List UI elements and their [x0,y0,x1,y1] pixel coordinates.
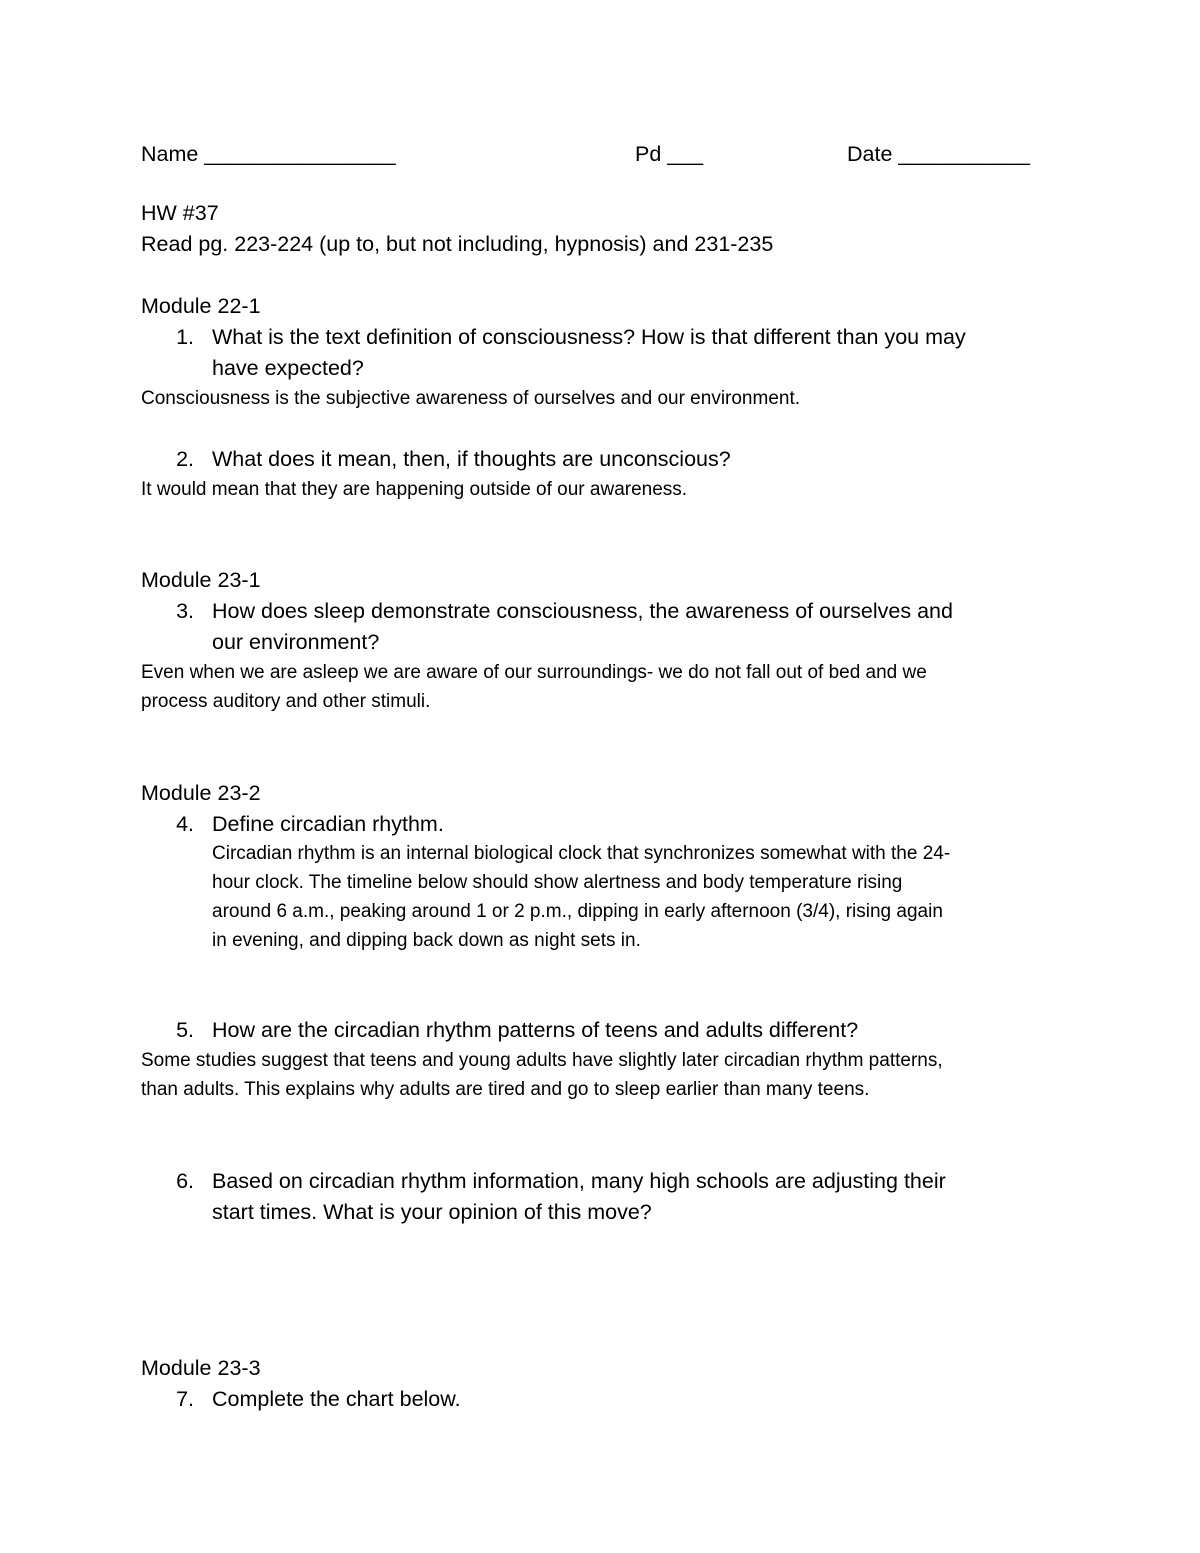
question-text: How does sleep demonstrate consciousness, the awareness of ourselves and [212,599,953,623]
module-heading: Module 23-1 [141,568,261,592]
question-text: have expected? [212,356,364,380]
answer-text: hour clock. The timeline below should show alertness and body temperature rising [212,872,903,893]
answer-text: process auditory and other stimuli. [141,691,431,712]
question-text: How are the circadian rhythm patterns of teens and adults different? [212,1018,859,1042]
answer-text: around 6 a.m., peaking around 1 or 2 p.m., dipping in early afternoon (3/4), rising again [212,901,943,922]
question-text: our environment? [212,630,380,654]
question-text: Complete the chart below. [212,1387,461,1411]
question-text: start times. What is your opinion of this move? [212,1200,652,1224]
question-number: 6. [176,1169,194,1193]
reading-instructions: Read pg. 223-224 (up to, but not including, hypnosis) and 231-235 [141,232,774,256]
answer-text: It would mean that they are happening outside of our awareness. [141,479,688,500]
answer-text: than adults. This explains why adults are tired and go to sleep earlier than many teens. [141,1079,870,1100]
module-heading: Module 23-2 [141,781,261,805]
question-text: Based on circadian rhythm information, many high schools are adjusting their [212,1169,946,1193]
question-number: 4. [176,812,194,836]
answer-text: Consciousness is the subjective awareness of ourselves and our environment. [141,388,801,409]
module-heading: Module 22-1 [141,294,261,318]
date-field-label: Date ___________ [847,142,1030,166]
answer-text: Even when we are asleep we are aware of our surroundings- we do not fall out of bed and we [141,662,927,683]
name-field-label: Name ________________ [141,142,396,166]
question-text: What is the text definition of consciousness? How is that different than you may [212,325,966,349]
period-field-label: Pd ___ [635,142,704,166]
assignment-title: HW #37 [141,201,219,225]
module-heading: Module 23-3 [141,1356,261,1380]
answer-text: in evening, and dipping back down as night sets in. [212,930,641,951]
answer-text: Some studies suggest that teens and young adults have slightly later circadian rhythm patterns, [141,1050,943,1071]
question-number: 2. [176,447,194,471]
answer-text: Circadian rhythm is an internal biological clock that synchronizes somewhat with the 24- [212,843,951,864]
question-number: 7. [176,1387,194,1411]
question-number: 1. [176,325,194,349]
question-text: Define circadian rhythm. [212,812,444,836]
question-number: 5. [176,1018,194,1042]
question-text: What does it mean, then, if thoughts are unconscious? [212,447,731,471]
question-number: 3. [176,599,194,623]
